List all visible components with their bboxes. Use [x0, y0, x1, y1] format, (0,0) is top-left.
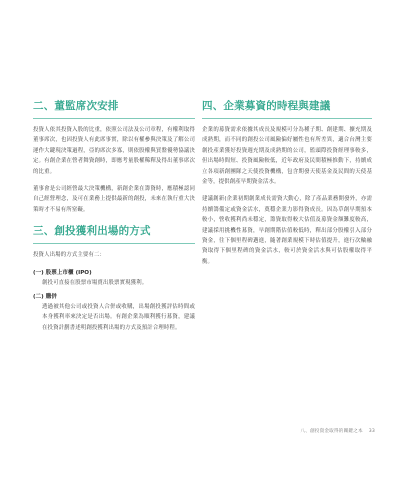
right-column: [202, 100, 372, 274]
page-number: 33: [368, 429, 375, 434]
label-merger: (二) 購併: [33, 294, 57, 301]
paragraph-fundraising-2: 建議創新(企業初期創業成長需資大動心，除了產品業務開發外，亦需持續籌備定或資金活水，奠穩企業力影得資成長。因為草創早期預本較小，營收獲利尚未穩定，籌資取得較大估值及募資金額難度較高，建議採用挑機性募資，早創期階估值較低時，釋出部分股權引入部分資金，往下個里程碑邁進，隨著創業規模下時估值提升，進行次輪融資取得下個里程碑的資金活水，較可於資金活水與可估股權取得平衡。: [202, 196, 372, 265]
left-column: [33, 100, 195, 337]
paragraph-board-seats-2: 董事會是公司經營最大決策機構，新創企業在籌資時，應積極認同自己經營理念，及可在業務上提供最新的創投，未來在執行重大決策時才不易有所窒礙。: [33, 186, 195, 213]
paragraph-exit-intro: 投資人出場的方式主要有二：: [33, 252, 106, 259]
section-heading-board-seats: 二、董監席次安排: [33, 100, 195, 119]
section-heading-exit: 三、創投獲利出場的方式: [33, 225, 195, 244]
paragraph-fundraising-1: 企業的募資需求依據其成長及規模可分為種子期、創建期、擴充期及成熟期，而不同的創投公司風險偏好屬性也有所差異，適合台灣主要創投產業獲好投資週充期及成熟期的公司，監頭際投資經理事較多，但出場時間短、投資風險較低，近年政府及民間積極推動下，持續成立各項新創團隊之天使投資機構，包含期發天使基金及民間的天使基金等，提供創產早期資金活水。: [202, 127, 372, 186]
paragraph-ipo: 創投可直接在股票市場賣出股票實現獲利。: [42, 279, 148, 286]
section-heading-fundraising-timeline: 四、企業募資的時程與建議: [202, 100, 372, 119]
paragraph-merger: 透過被其他公司或投資人合併或收購，出場創投獲評估時間或本身獲利率來決定是否出場。有創企業為順利獲行募資，建議在投資計劃書述明創投獲利出場的方式及預計合理時程。: [42, 304, 195, 331]
footer-title: 八、創投資金取得的關鍵之本: [300, 429, 363, 434]
paragraph-board-seats-1: 投資人依其投資入股的比重，依照公司法及公司章程，有權利取得董事席次，也因投資人有此席事實，除以有權參與決策及了解公司運作大鍵現決策過程，亞的席次多寡，則依股權與買盤優勢協議決定。有創企業在營者舞資創時，即應考量股權稀釋及得出董事席次的比重。: [33, 127, 195, 175]
page-footer: [300, 428, 375, 434]
label-ipo: (一) 股票上市櫃 (IPO): [33, 269, 92, 276]
